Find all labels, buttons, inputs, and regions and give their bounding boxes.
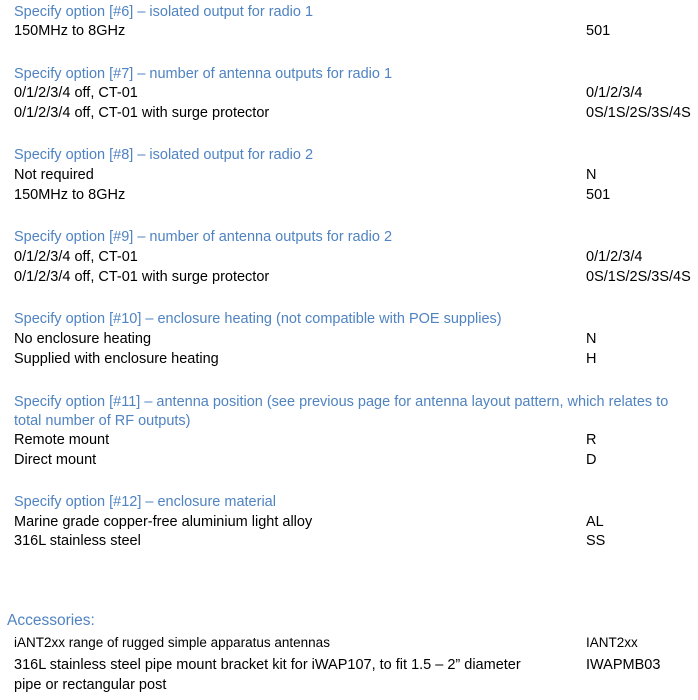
accessory-row-2-code: IWAPMB03	[586, 657, 661, 673]
option-7-row-2-label: 0/1/2/3/4 off, CT-01 with surge protector	[14, 105, 270, 121]
option-7-row-1-code: 0/1/2/3/4	[586, 85, 643, 101]
option-6-row-1-label: 150MHz to 8GHz	[14, 23, 126, 39]
option-8-heading: Specify option [#8] – isolated output for radio 2	[14, 147, 314, 163]
option-12-row-1-code: AL	[586, 514, 604, 530]
option-11-row-1-label: Remote mount	[14, 432, 110, 448]
accessories-title: Accessories:	[7, 612, 95, 629]
option-9-heading: Specify option [#9] – number of antenna outputs for radio 2	[14, 229, 393, 245]
option-9-row-1-label: 0/1/2/3/4 off, CT-01	[14, 249, 138, 265]
option-10-row-2-label: Supplied with enclosure heating	[14, 351, 219, 367]
option-6-row-1-code: 501	[586, 23, 611, 39]
option-9-row-2-label: 0/1/2/3/4 off, CT-01 with surge protector	[14, 269, 270, 285]
option-8-row-1-code: N	[586, 167, 597, 183]
option-12-row-2-label: 316L stainless steel	[14, 533, 141, 549]
accessory-row-2-label-line1: 316L stainless steel pipe mount bracket kit for iWAP107, to fit 1.5 – 2” diameter	[14, 657, 521, 673]
option-12-heading: Specify option [#12] – enclosure material	[14, 494, 276, 510]
option-12-row-1-label: Marine grade copper-free aluminium light alloy	[14, 514, 313, 530]
accessory-row-1-label: iANT2xx range of rugged simple apparatus antennas	[14, 635, 330, 650]
option-10-row-2-code: H	[586, 351, 597, 367]
option-10-heading: Specify option [#10] – enclosure heating (not compatible with POE supplies)	[14, 311, 502, 327]
option-12-row-2-code: SS	[586, 533, 606, 549]
option-11-row-2-code: D	[586, 452, 597, 468]
accessory-row-2-label-line2: pipe or rectangular post	[14, 677, 167, 693]
option-10-row-1-code: N	[586, 331, 597, 347]
option-7-heading: Specify option [#7] – number of antenna outputs for radio 1	[14, 66, 393, 82]
option-9-row-1-code: 0/1/2/3/4	[586, 249, 643, 265]
option-9-row-2-code: 0S/1S/2S/3S/4S	[586, 269, 691, 285]
option-10-row-1-label: No enclosure heating	[14, 331, 152, 347]
option-7-row-2-code: 0S/1S/2S/3S/4S	[586, 105, 691, 121]
option-11-row-2-label: Direct mount	[14, 452, 97, 468]
option-11-heading: Specify option [#11] – antenna position (see previous page for antenna layout pattern, which relates to total number of RF outputs)	[14, 394, 669, 429]
option-6-heading: Specify option [#6] – isolated output for radio 1	[14, 4, 314, 20]
option-11-row-1-code: R	[586, 432, 597, 448]
option-8-row-1-label: Not required	[14, 167, 94, 183]
option-8-row-2-code: 501	[586, 187, 611, 203]
option-8-row-2-label: 150MHz to 8GHz	[14, 187, 126, 203]
accessory-row-1-code: IANT2xx	[586, 635, 638, 650]
option-7-row-1-label: 0/1/2/3/4 off, CT-01	[14, 85, 138, 101]
